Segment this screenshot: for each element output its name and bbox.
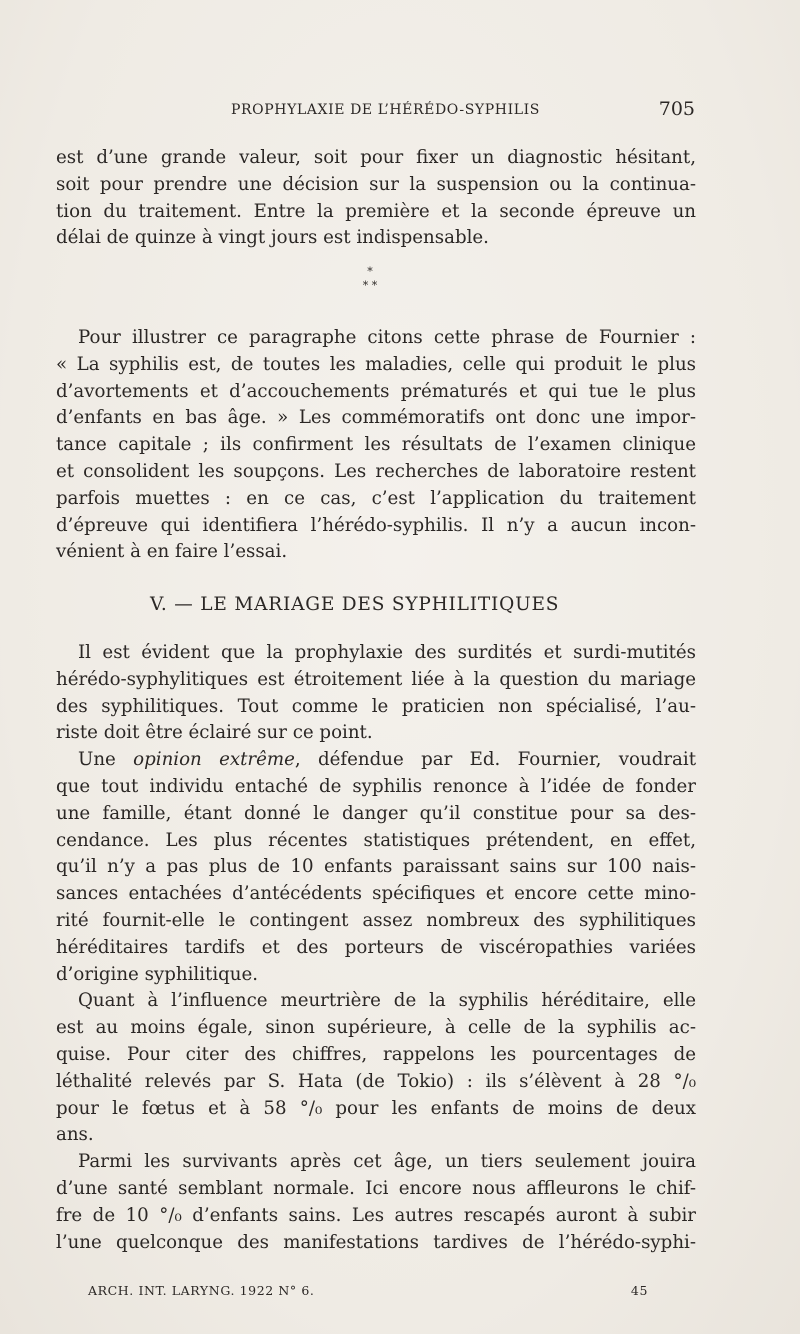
- text-line: est d’une grande valeur, soit pour fixer un diagnostic hésitant,: [56, 147, 696, 168]
- text-line: d’épreuve qui identifiera l’hérédo-syphilis. Il n’y a aucun incon-: [56, 514, 696, 536]
- text-line: pour le fœtus et à 58 °/₀ pour les enfants de moins de deux: [56, 1097, 696, 1119]
- text-line: d’origine syphilitique.: [56, 963, 259, 985]
- text-line-with-emphasis: [56, 747, 696, 774]
- text-line: une famille, étant donné le danger qu’il constitue pour sa des-: [56, 802, 696, 824]
- text-line: est au moins égale, sinon supérieure, à celle de la syphilis ac-: [56, 1017, 696, 1039]
- text-line: tion du traitement. Entre la première et la seconde épreuve un: [56, 200, 696, 222]
- text-line: sances entachées d’antécédents spécifiques et encore cette mino-: [56, 883, 696, 905]
- text-line: parfois muettes : en ce cas, c’est l’application du traitement: [56, 487, 696, 509]
- signature-mark: 45: [630, 1283, 648, 1298]
- running-head: [56, 98, 695, 124]
- text-line: que tout individu entaché de syphilis renonce à l’idée de fonder: [56, 775, 696, 797]
- text-line: hérédo-syphylitiques est étroitement liée à la question du mariage: [56, 668, 696, 690]
- section-separator: [340, 265, 400, 293]
- text-line: d’enfants en bas âge. » Les commémoratifs ont donc une impor-: [56, 407, 696, 429]
- text-line: cendance. Les plus récentes statistiques prétendent, en effet,: [56, 829, 696, 851]
- text-line: héréditaires tardifs et des porteurs de viscéropathies variées: [56, 936, 696, 958]
- text-line: et consolident les soupçons. Les recherches de laboratoire restent: [56, 460, 696, 482]
- text-line: l’une quelconque des manifestations tardives de l’hérédo-syphi-: [56, 1231, 696, 1253]
- page-number: 705: [658, 98, 695, 120]
- text-line: délai de quinze à vingt jours est indispensable.: [56, 227, 489, 249]
- text-line: Quant à l’influence meurtrière de la syphilis héréditaire, elle: [78, 990, 696, 1012]
- text-line: léthalité relevés par S. Hata (de Tokio) : ils s’élèvent à 28 °/₀: [56, 1070, 696, 1092]
- text-line: qu’il n’y a pas plus de 10 enfants paraissant sains sur 100 nais-: [56, 856, 696, 878]
- text-line: ans.: [56, 1124, 94, 1146]
- text-line: tance capitale ; ils confirment les résultats de l’examen clinique: [56, 434, 696, 456]
- separator-star-bottom: * *: [362, 279, 378, 292]
- running-title: PROPHYLAXIE DE L’HÉRÉDO-SYPHILIS: [231, 102, 540, 118]
- text-line: Il est évident que la prophylaxie des surdités et surdi-mutités: [78, 642, 696, 663]
- text-line: vénient à en faire l’essai.: [56, 541, 288, 563]
- text-line: « La syphilis est, de toutes les maladies, celle qui produit le plus: [56, 353, 696, 375]
- text-line: d’une santé semblant normale. Ici encore nous affleurons le chif-: [56, 1177, 696, 1199]
- text-line: quise. Pour citer des chiffres, rappelons les pourcentages de: [56, 1043, 696, 1065]
- separator-star-top: *: [367, 265, 373, 278]
- text-fragment: Une: [78, 749, 134, 771]
- text-line: soit pour prendre une décision sur la suspension ou la continua-: [56, 173, 696, 195]
- text-line: rité fournit-elle le contingent assez nombreux des syphilitiques: [56, 909, 696, 931]
- paragraph-fournier: [56, 325, 696, 566]
- emphasis-opinion: opinion extrême: [133, 749, 295, 771]
- text-line: des syphilitiques. Tout comme le praticien non spécialisé, l’au-: [56, 695, 696, 717]
- journal-reference: ARCH. INT. LARYNG. 1922 N° 6.: [88, 1283, 315, 1298]
- text-line: Parmi les survivants après cet âge, un tiers seulement jouira: [78, 1151, 696, 1173]
- text-line: d’avortements et d’accouchements prématurés et qui tue le plus: [56, 380, 696, 402]
- paragraph-continuation: [56, 145, 696, 252]
- section-body: [56, 640, 696, 1256]
- text-fragment: , défendue par Ed. Fournier, voudrait: [294, 749, 697, 771]
- text-line: riste doit être éclairé sur ce point.: [56, 722, 373, 744]
- text-line: fre de 10 °/₀ d’enfants sains. Les autres rescapés auront à subir: [56, 1204, 696, 1226]
- section-heading: V. — LE MARIAGE DES SYPHILITIQUES: [150, 594, 560, 615]
- page-footer: [88, 1283, 648, 1305]
- text-line: Pour illustrer ce paragraphe citons cette phrase de Fournier :: [78, 327, 696, 348]
